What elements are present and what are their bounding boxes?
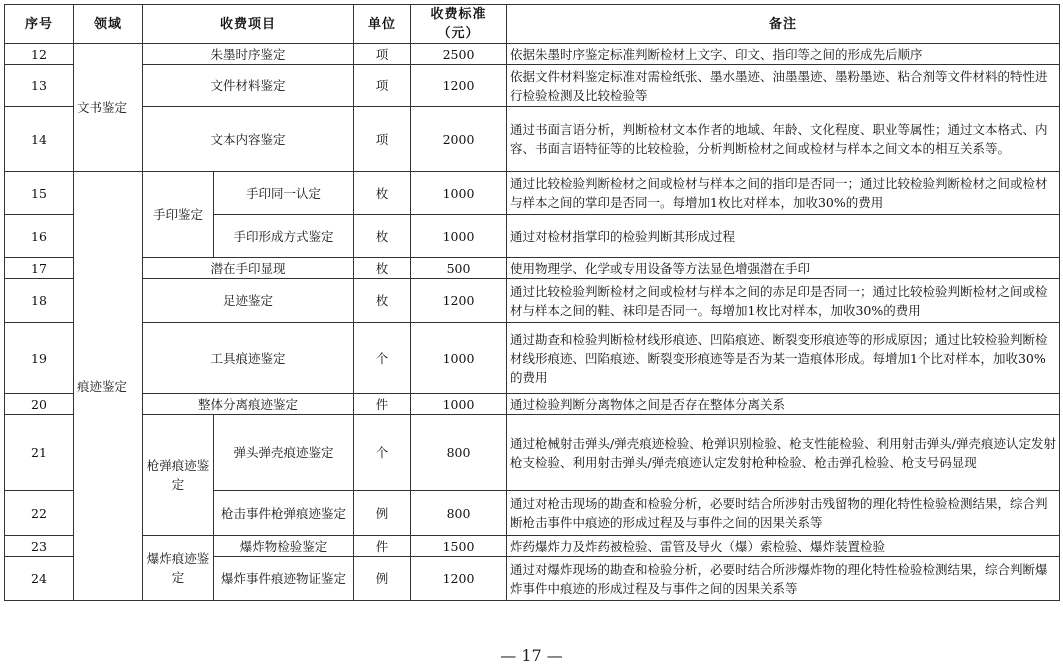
row-fee: 1000 <box>411 323 507 394</box>
row-item: 手印同一认定 <box>214 172 354 215</box>
header-no: 序号 <box>5 5 74 44</box>
row-unit: 例 <box>354 491 411 536</box>
row-fee: 2500 <box>411 44 507 65</box>
row-note: 通过比较检验判断检材之间或检材与样本之间的赤足印是否同一；通过比较检验判断检材之间或检材与样本之间的鞋、袜印是否同一。每增加1枚比对样本，加收30%的费用 <box>507 279 1060 323</box>
row-note: 通过对枪击现场的勘查和检验分析，必要时结合所涉射击残留物的理化特性检验检测结果，综合判断枪击事件中痕迹的形成过程及与事件之间的因果关系等 <box>507 491 1060 536</box>
row-no: 24 <box>5 557 74 601</box>
table-row <box>5 279 1060 323</box>
row-unit: 项 <box>354 107 411 172</box>
row-note: 使用物理学、化学或专用设备等方法显色增强潜在手印 <box>507 258 1060 279</box>
row-no: 20 <box>5 394 74 415</box>
group-handprint: 手印鉴定 <box>143 172 214 258</box>
domain-trace: 痕迹鉴定 <box>74 172 143 601</box>
table-row <box>5 415 1060 491</box>
table-row <box>5 107 1060 172</box>
row-fee: 1000 <box>411 215 507 258</box>
table-header-row <box>5 5 1060 44</box>
row-note: 依据文件材料鉴定标准对需检纸张、墨水墨迹、油墨墨迹、墨粉墨迹、粘合剂等文件材料的特性进行检验检测及比较检验等 <box>507 65 1060 107</box>
row-item: 整体分离痕迹鉴定 <box>143 394 354 415</box>
row-unit: 项 <box>354 65 411 107</box>
row-note: 通过书面言语分析，判断检材文本作者的地域、年龄、文化程度、职业等属性；通过文本格式、内容、书面言语特征等的比较检验，分析判断检材之间或检材与样本之间文本的相互关系等。 <box>507 107 1060 172</box>
row-item: 潜在手印显现 <box>143 258 354 279</box>
group-gun: 枪弹痕迹鉴定 <box>143 415 214 536</box>
table-row <box>5 65 1060 107</box>
row-no: 18 <box>5 279 74 323</box>
row-no: 14 <box>5 107 74 172</box>
row-item: 爆炸物检验鉴定 <box>214 536 354 557</box>
row-unit: 项 <box>354 44 411 65</box>
row-no: 16 <box>5 215 74 258</box>
table-row <box>5 394 1060 415</box>
row-note: 通过对检材指掌印的检验判断其形成过程 <box>507 215 1060 258</box>
row-item: 朱墨时序鉴定 <box>143 44 354 65</box>
row-fee: 1500 <box>411 536 507 557</box>
row-note: 通过比较检验判断检材之间或检材与样本之间的指印是否同一；通过比较检验判断检材之间或检材与样本之间的掌印是否同一。每增加1枚比对样本，加收30%的费用 <box>507 172 1060 215</box>
row-item: 弹头弹壳痕迹鉴定 <box>214 415 354 491</box>
row-unit: 个 <box>354 415 411 491</box>
row-no: 15 <box>5 172 74 215</box>
domain-document: 文书鉴定 <box>74 44 143 172</box>
table-row <box>5 258 1060 279</box>
header-remark: 备注 <box>507 5 1060 44</box>
row-item: 文件材料鉴定 <box>143 65 354 107</box>
row-unit: 枚 <box>354 215 411 258</box>
row-fee: 500 <box>411 258 507 279</box>
row-fee: 800 <box>411 491 507 536</box>
row-item: 手印形成方式鉴定 <box>214 215 354 258</box>
header-fee: 收费标准（元） <box>411 5 507 44</box>
row-fee: 2000 <box>411 107 507 172</box>
row-no: 22 <box>5 491 74 536</box>
row-item: 枪击事件枪弹痕迹鉴定 <box>214 491 354 536</box>
row-fee: 1200 <box>411 279 507 323</box>
row-no: 13 <box>5 65 74 107</box>
row-no: 23 <box>5 536 74 557</box>
row-unit: 件 <box>354 394 411 415</box>
table-row <box>5 323 1060 394</box>
row-note: 通过对爆炸现场的勘查和检验分析，必要时结合所涉爆炸物的理化特性检验检测结果，综合判断爆炸事件中痕迹的形成过程及与事件之间的因果关系等 <box>507 557 1060 601</box>
header-item: 收费项目 <box>143 5 354 44</box>
row-item: 工具痕迹鉴定 <box>143 323 354 394</box>
table-row <box>5 536 1060 557</box>
row-note: 炸药爆炸力及炸药被检验、雷管及导火（爆）索检验、爆炸装置检验 <box>507 536 1060 557</box>
row-fee: 800 <box>411 415 507 491</box>
row-unit: 件 <box>354 536 411 557</box>
table-row <box>5 172 1060 215</box>
row-no: 19 <box>5 323 74 394</box>
row-unit: 例 <box>354 557 411 601</box>
row-no: 17 <box>5 258 74 279</box>
fee-standard-table <box>4 4 1060 601</box>
row-note: 通过勘查和检验判断检材线形痕迹、凹陷痕迹、断裂变形痕迹等的形成原因；通过比较检验判断检材线形痕迹、凹陷痕迹、断裂变形痕迹等是否为某一造痕体形成。每增加1个比对样本，加收30%的费用 <box>507 323 1060 394</box>
row-item: 文本内容鉴定 <box>143 107 354 172</box>
row-fee: 1000 <box>411 172 507 215</box>
row-note: 通过枪械射击弹头/弹壳痕迹检验、枪弹识别检验、枪支性能检验、利用射击弹头/弹壳痕迹认定发射枪支检验、利用射击弹头/弹壳痕迹认定发射枪种检验、枪击弹孔检验、枪支号码显现 <box>507 415 1060 491</box>
row-item: 足迹鉴定 <box>143 279 354 323</box>
row-fee: 1200 <box>411 557 507 601</box>
row-note: 通过检验判断分离物体之间是否存在整体分离关系 <box>507 394 1060 415</box>
row-note: 依据朱墨时序鉴定标准判断检材上文字、印文、指印等之间的形成先后顺序 <box>507 44 1060 65</box>
row-fee: 1000 <box>411 394 507 415</box>
row-item: 爆炸事件痕迹物证鉴定 <box>214 557 354 601</box>
page-number: — 17 — <box>500 646 563 665</box>
row-unit: 枚 <box>354 279 411 323</box>
table-row <box>5 44 1060 65</box>
row-no: 21 <box>5 415 74 491</box>
row-unit: 枚 <box>354 258 411 279</box>
group-explosion: 爆炸痕迹鉴定 <box>143 536 214 601</box>
header-domain: 领域 <box>74 5 143 44</box>
row-unit: 个 <box>354 323 411 394</box>
header-unit: 单位 <box>354 5 411 44</box>
row-unit: 枚 <box>354 172 411 215</box>
row-no: 12 <box>5 44 74 65</box>
row-fee: 1200 <box>411 65 507 107</box>
